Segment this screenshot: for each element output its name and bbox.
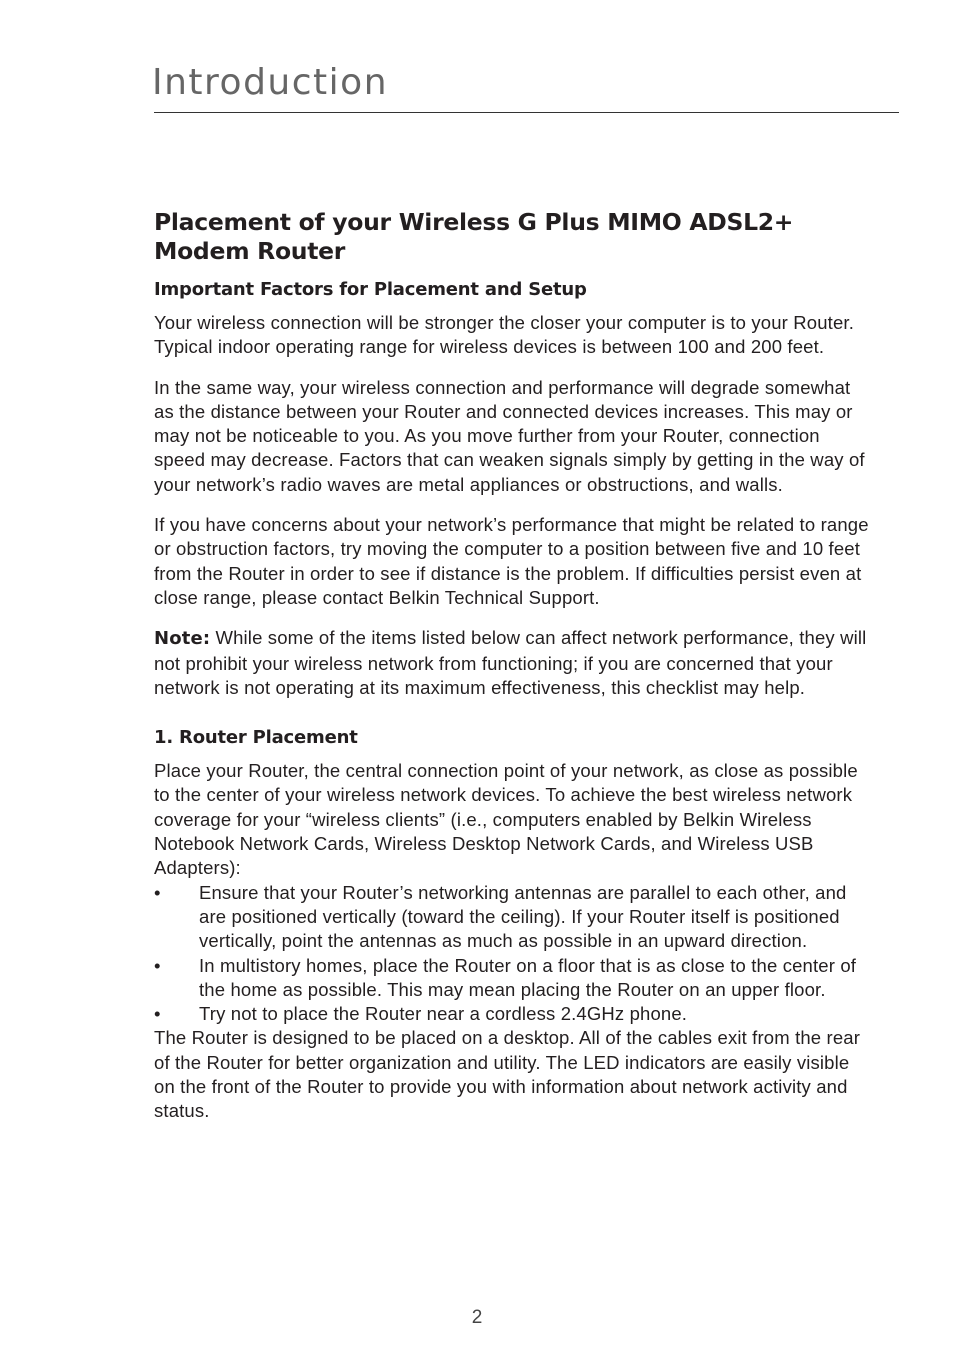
list-item [154, 1002, 869, 1026]
bullet-icon: • [154, 881, 161, 903]
list-item [154, 881, 869, 954]
router-placement-closing: The Router is designed to be placed on a desktop. All of the cables exit from the rear of the Router for better organization and utility. The LED indicators are easily visible on the front of the Router to provide you with information about network activity and status. [154, 1027, 861, 1122]
router-placement-intro: Place your Router, the central connection point of your network, as close as possible to the center of your wireless network devices. To achieve the best wireless network coverage for your “wireless clients” (i.e., computers enabled by Belkin Wireless Notebook Network Cards, Wireless Desktop Network Cards, and Wireless USB Adapters): [154, 760, 858, 879]
main-content [154, 208, 869, 1124]
section-title: Placement of your Wireless G Plus MIMO ADSL2+ Modem Router [154, 208, 794, 265]
paragraph-degradation: In the same way, your wireless connection and performance will degrade somewhat as the distance between your Router and connected devices increases. This may or may not be noticeable to you. As you move further from your Router, connection speed may decrease. Factors that can weaken signals simply by getting in the way of your network’s radio waves are metal appliances or obstructions, and walls. [154, 376, 865, 495]
list-item [154, 954, 869, 1003]
paragraph-range: Your wireless connection will be stronger the closer your computer is to your Router. Typical indoor operating range for wireless devices is between 100 and 200 feet. [154, 312, 854, 358]
router-placement-heading: 1. Router Placement [154, 727, 358, 749]
list-item-text: In multistory homes, place the Router on a floor that is as close to the center of the home as possible. This may mean placing the Router on an upper floor. [199, 954, 857, 1000]
note-paragraph [154, 626, 869, 700]
bullet-icon: • [154, 1003, 161, 1025]
placement-bullet-list [154, 881, 869, 1027]
note-text: While some of the items listed below can affect network performance, they will not prohibit your wireless network from functioning; if you are concerned that your network is not operating at its maximum effectiveness, this checklist may help. [154, 627, 867, 698]
paragraph-concerns: If you have concerns about your network’s performance that might be related to range or obstruction factors, try moving the computer to a position between five and 10 feet from the Router in order to see if distance is the problem. If difficulties persist even at close range, please contact Belkin Technical Support. [154, 514, 869, 608]
header-divider [154, 112, 899, 113]
note-label: Note: [154, 628, 211, 650]
list-item-text: Try not to place the Router near a cordless 2.4GHz phone. [199, 1003, 688, 1025]
section-subtitle: Important Factors for Placement and Setup [154, 279, 587, 300]
bullet-icon: • [154, 954, 161, 976]
page-header-title: Introduction [152, 62, 389, 103]
page-number: 2 [471, 1307, 483, 1328]
list-item-text: Ensure that your Router’s networking antennas are parallel to each other, and are positioned vertically (toward the ceiling). If your Router itself is positioned vertically, point the antennas as much as possible in an upward direction. [199, 881, 847, 952]
